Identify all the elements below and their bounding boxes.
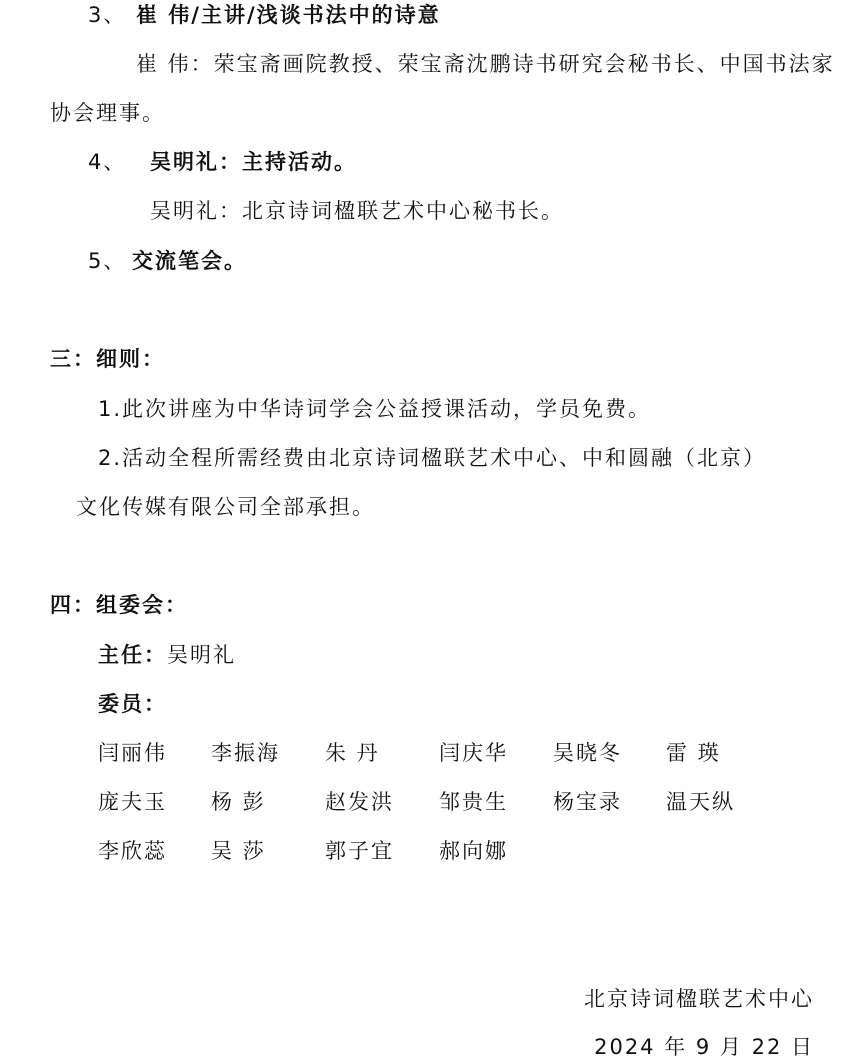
rules-item-1: 1.此次讲座为中华诗词学会公益授课活动，学员免费。 <box>98 397 652 421</box>
committee-heading: 四：组委会： <box>50 593 188 617</box>
members-label: 委员： <box>98 692 167 716</box>
member-name: 李欣蕊 <box>98 839 167 863</box>
item-4-title-text: 吴明礼：主持活动。 <box>150 150 357 174</box>
program-item-4-title <box>88 147 357 177</box>
member-name: 杨宝录 <box>553 790 622 814</box>
item-5-title-text: 交流笔会。 <box>132 249 247 273</box>
committee-director <box>98 640 236 670</box>
signature-date: 2024 年 9 月 22 日 <box>594 1035 814 1059</box>
item-3-number: 3、 <box>88 3 127 27</box>
member-name: 闫丽伟 <box>98 741 167 765</box>
director-label: 主任： <box>98 643 167 667</box>
member-name: 朱 丹 <box>325 741 380 765</box>
member-name: 郝向娜 <box>439 839 508 863</box>
program-item-3-desc-line2: 协会理事。 <box>50 101 165 125</box>
director-name: 吴明礼 <box>167 643 236 667</box>
member-name: 雷 瑛 <box>666 741 721 765</box>
rules-item-2-line2: 文化传媒有限公司全部承担。 <box>76 495 375 519</box>
member-name: 吴晓冬 <box>553 741 622 765</box>
member-name: 温天纵 <box>666 790 735 814</box>
item-5-number: 5、 <box>88 249 127 273</box>
rules-heading: 三：细则： <box>50 347 165 371</box>
member-name: 李振海 <box>211 741 280 765</box>
program-item-4-desc: 吴明礼：北京诗词楹联艺术中心秘书长。 <box>150 199 564 223</box>
member-name: 赵发洪 <box>325 790 394 814</box>
member-name: 闫庆华 <box>439 741 508 765</box>
rules-item-2-line1: 2.活动全程所需经费由北京诗词楹联艺术中心、中和圆融（北京） <box>98 446 767 470</box>
member-name: 杨 彭 <box>211 790 266 814</box>
member-name: 邹贵生 <box>439 790 508 814</box>
program-item-5-title <box>88 246 247 276</box>
item-3-title-text: 崔 伟/主讲/浅谈书法中的诗意 <box>136 3 441 27</box>
member-name: 庞夫玉 <box>98 790 167 814</box>
member-name: 郭子宜 <box>325 839 394 863</box>
program-item-3-desc-line1: 崔 伟：荣宝斋画院教授、荣宝斋沈鹏诗书研究会秘书长、中国书法家 <box>136 52 835 76</box>
signature-org: 北京诗词楹联艺术中心 <box>584 987 814 1011</box>
item-4-number: 4、 <box>88 150 127 174</box>
member-name: 吴 莎 <box>211 839 266 863</box>
program-item-3-title <box>88 0 441 30</box>
